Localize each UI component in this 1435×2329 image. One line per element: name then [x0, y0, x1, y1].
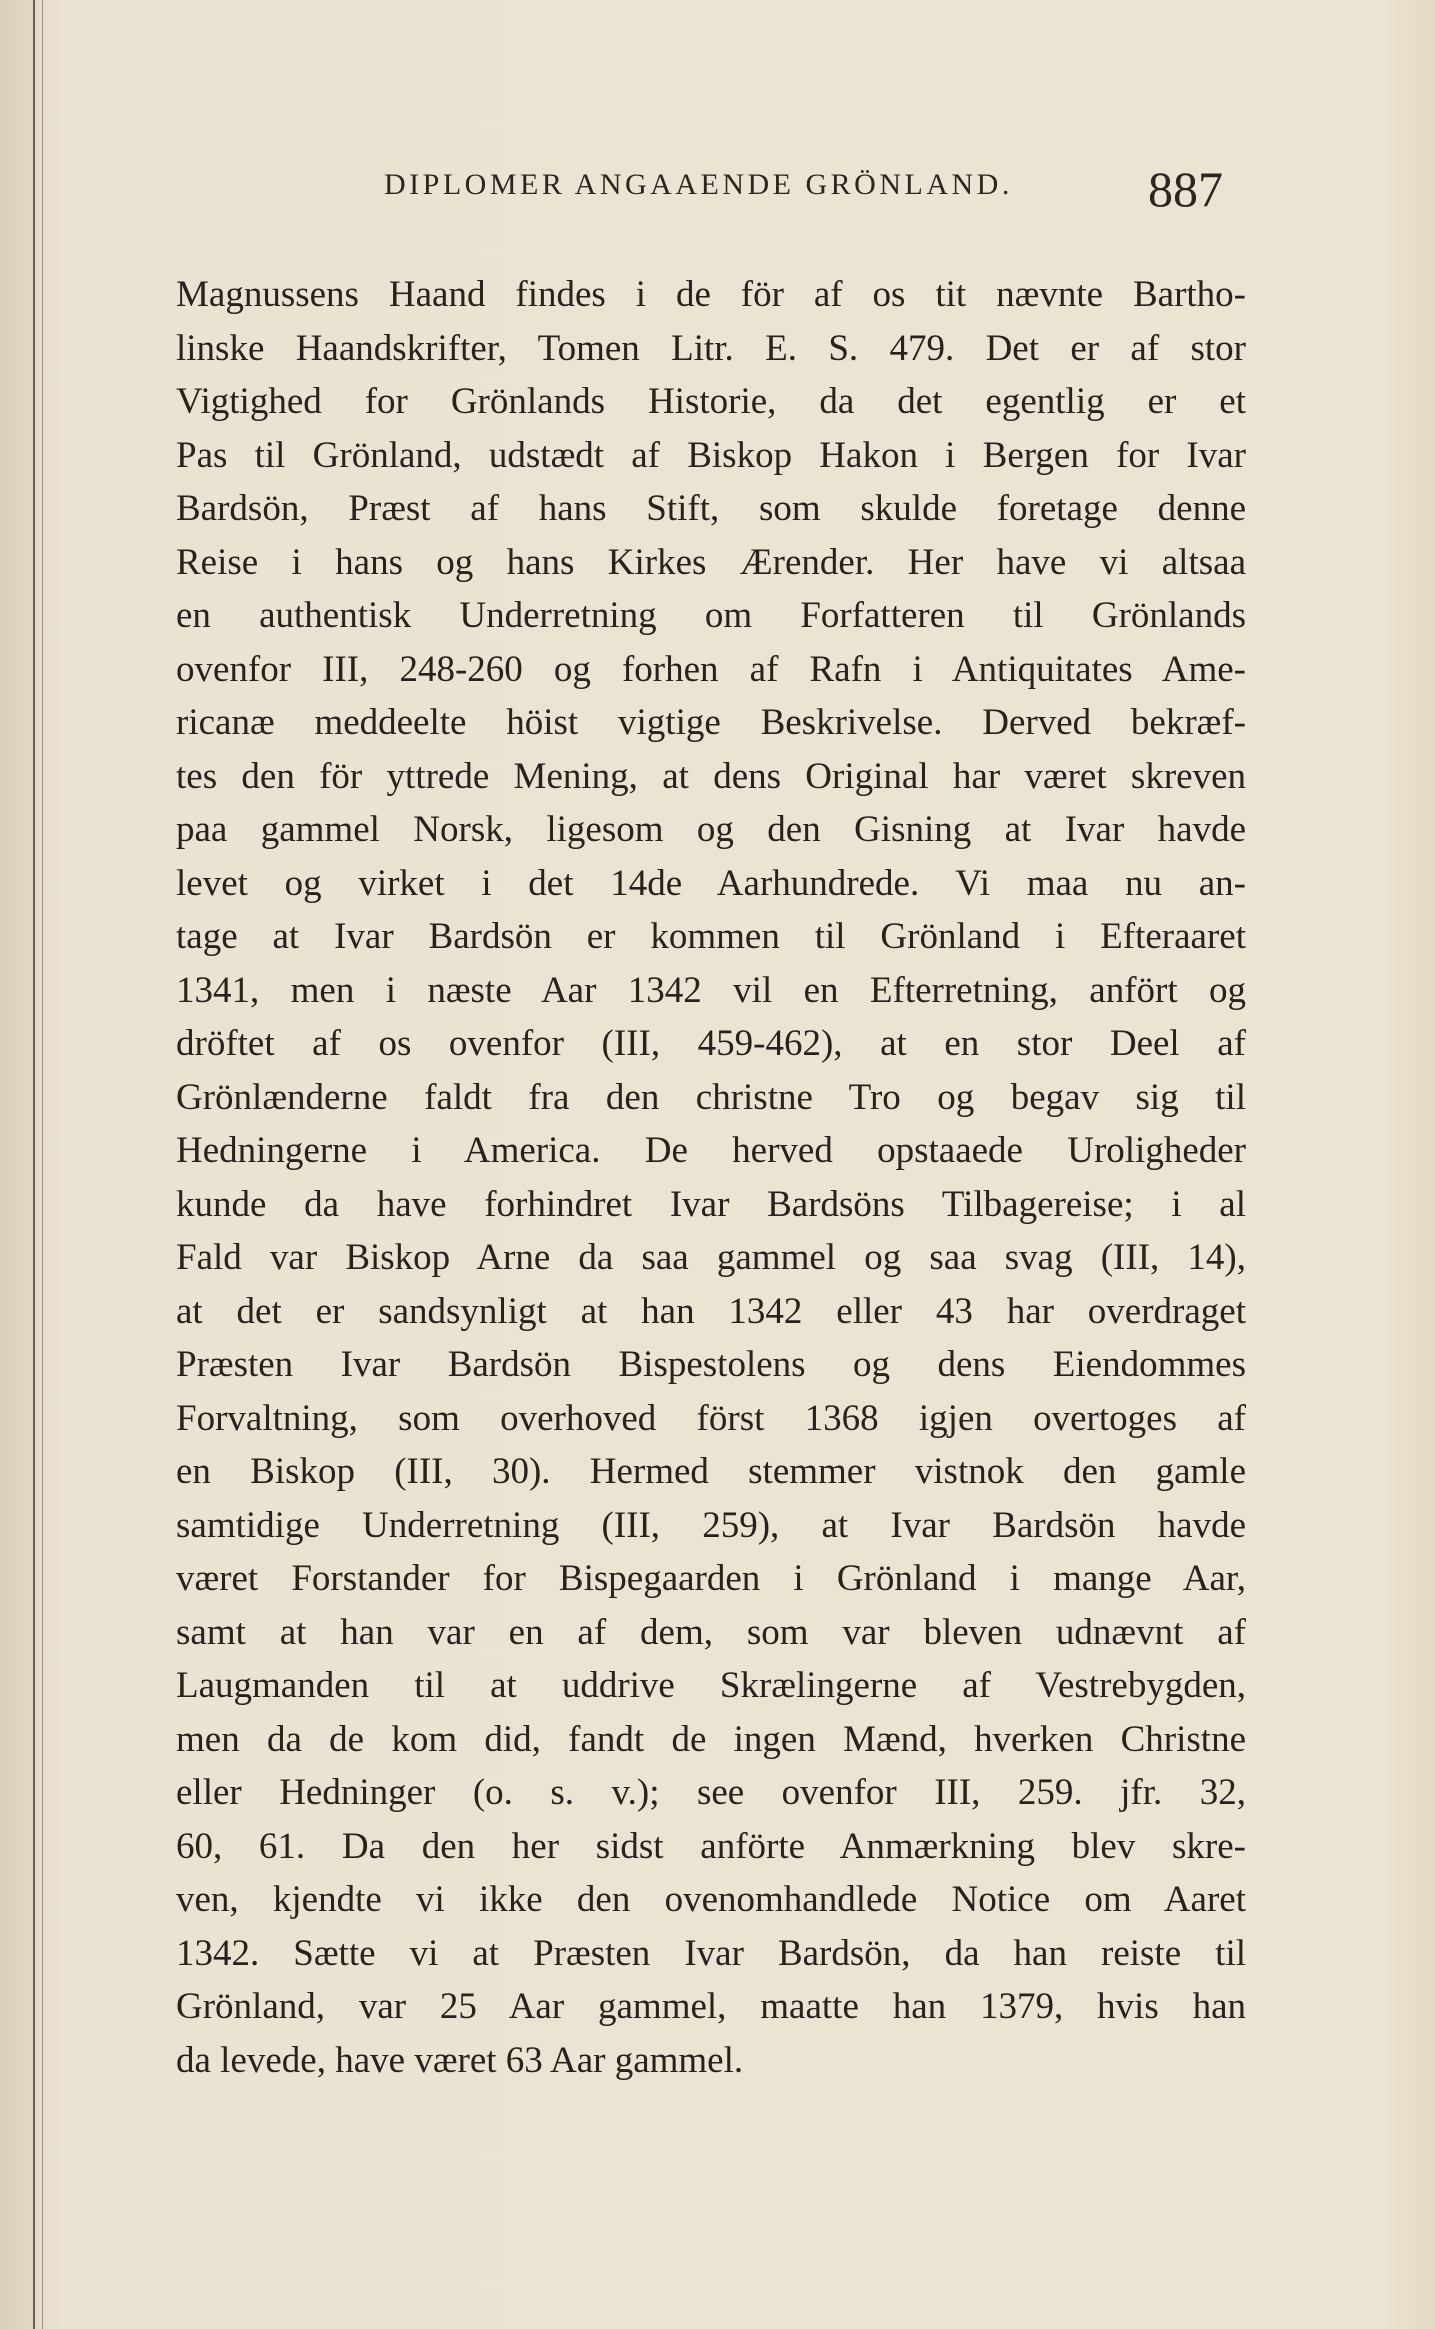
text-line: 60, 61. Da den her sidst anförte Anmærkning blev skre-: [176, 1825, 1246, 1867]
text-line: Magnussens Haand findes i de för af os tit nævnte Bartho-: [176, 274, 1246, 315]
page-number: 887: [1148, 161, 1223, 217]
text-line: Hedningerne i America. De herved opstaaede Uroligheder: [176, 1130, 1246, 1171]
text-line: ricanæ meddeelte höist vigtige Beskrivelse. Derved bekræf-: [176, 702, 1246, 743]
text-line: dröftet af os ovenfor (III, 459-462), at en stor Deel af: [176, 1023, 1246, 1064]
text-line: 1342. Sætte vi at Præsten Ivar Bardsön, da han reiste til: [176, 1932, 1246, 1974]
text-line: Grönlænderne faldt fra den christne Tro og begav sig til: [176, 1076, 1246, 1118]
text-line: samt at han var en af dem, som var bleven udnævnt af: [176, 1611, 1246, 1653]
body-text: [176, 268, 1246, 2087]
text-line: Præsten Ivar Bardsön Bispestolens og dens Eiendommes: [176, 1344, 1246, 1385]
text-line: kunde da have forhindret Ivar Bardsöns Tilbagereise; i al: [176, 1183, 1246, 1225]
text-line: en Biskop (III, 30). Hermed stemmer vistnok den gamle: [176, 1451, 1246, 1492]
text-line: Pas til Grönland, udstædt af Biskop Hakon i Bergen for Ivar: [176, 434, 1246, 476]
text-line: ovenfor III, 248-260 og forhen af Rafn i Antiquitates Ame-: [176, 648, 1246, 690]
text-line: tes den för yttrede Mening, at dens Original har været skreven: [176, 755, 1246, 797]
running-title: DIPLOMER ANGAAENDE GRÖNLAND.: [384, 168, 1013, 201]
text-line: Reise i hans og hans Kirkes Ærender. Her have vi altsaa: [176, 541, 1246, 583]
text-line: Fald var Biskop Arne da saa gammel og saa svag (III, 14),: [176, 1237, 1246, 1278]
text-line: at det er sandsynligt at han 1342 eller 43 har overdraget: [176, 1290, 1246, 1332]
text-line: tage at Ivar Bardsön er kommen til Grönland i Efteraaret: [176, 916, 1246, 957]
text-line: Bardsön, Præst af hans Stift, som skulde foretage denne: [176, 488, 1246, 529]
text-line: Vigtighed for Grönlands Historie, da det egentlig er et: [176, 381, 1246, 422]
text-line: en authentisk Underretning om Forfatteren til Grönlands: [176, 595, 1246, 636]
text-line: samtidige Underretning (III, 259), at Ivar Bardsön havde: [176, 1504, 1246, 1546]
text-line: 1341, men i næste Aar 1342 vil en Efterretning, anfört og: [176, 969, 1246, 1011]
text-line: Grönland, var 25 Aar gammel, maatte han 1379, hvis han: [176, 1986, 1246, 2027]
text-line: ven, kjendte vi ikke den ovenomhandlede Notice om Aaret: [176, 1879, 1246, 1920]
text-line: levet og virket i det 14de Aarhundrede. Vi maa nu an-: [176, 862, 1246, 904]
binding-edge-line: [42, 0, 43, 2329]
text-line: eller Hedninger (o. s. v.); see ovenfor III, 259. jfr. 32,: [176, 1772, 1246, 1813]
text-line: Forvaltning, som overhoved först 1368 igjen overtoges af: [176, 1397, 1246, 1439]
text-line: paa gammel Norsk, ligesom og den Gisning at Ivar havde: [176, 809, 1246, 850]
text-line: da levede, have været 63 Aar gammel.: [176, 2039, 744, 2081]
binding-edge-line: [33, 0, 35, 2329]
text-line: linske Haandskrifter, Tomen Litr. E. S. 479. Det er af stor: [176, 327, 1246, 369]
text-line: Laugmanden til at uddrive Skrælingerne af Vestrebygden,: [176, 1665, 1246, 1706]
text-line: men da de kom did, fandt de ingen Mænd, hverken Christne: [176, 1718, 1246, 1760]
text-line: været Forstander for Bispegaarden i Grönland i mange Aar,: [176, 1558, 1246, 1599]
